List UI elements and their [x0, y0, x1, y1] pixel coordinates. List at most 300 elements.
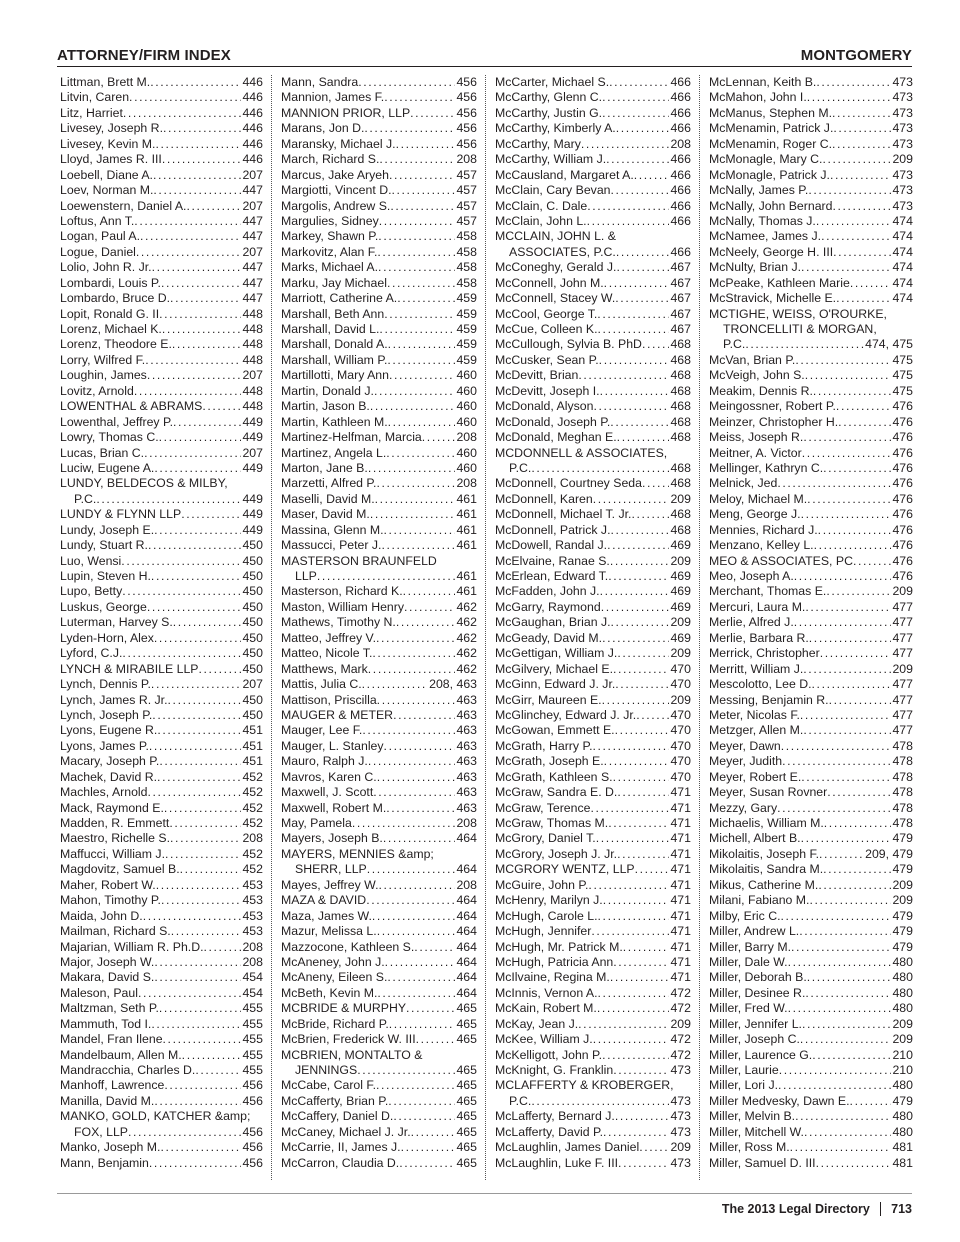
entry-page: 467 — [670, 306, 691, 321]
entry-name: Loev, Norman M. — [60, 183, 154, 198]
index-entry — [709, 322, 913, 337]
entry-page: 467 — [670, 275, 691, 290]
index-entry — [281, 337, 477, 352]
index-entry — [495, 399, 691, 414]
entry-name: Mazzocone, Kathleen S. — [281, 939, 415, 954]
dot-leader — [782, 754, 891, 769]
dot-leader — [422, 430, 456, 445]
entry-name: Littman, Brett M. — [60, 75, 151, 89]
dot-leader — [387, 353, 455, 368]
index-entry — [495, 1063, 691, 1078]
index-entry — [709, 137, 913, 152]
entry-name: Major, Joseph W. — [60, 954, 155, 969]
dot-leader — [617, 430, 670, 445]
entry-page — [690, 1078, 691, 1093]
entry-page: 469 — [670, 599, 691, 614]
index-entry — [495, 1156, 691, 1171]
entry-page: 460 — [456, 460, 477, 475]
index-entry — [495, 970, 691, 985]
entry-name: McClain, C. Dale — [495, 198, 588, 213]
index-entry — [709, 708, 913, 723]
entry-page: 455 — [242, 1032, 263, 1047]
index-entry — [709, 816, 913, 831]
entry-page: 468 — [670, 399, 691, 414]
entry-page: 478 — [892, 738, 913, 753]
index-column-3 — [485, 75, 699, 1180]
entry-name: Luciw, Eugene A. — [60, 460, 155, 475]
index-entry — [60, 955, 263, 970]
dot-leader — [808, 183, 891, 198]
entry-name: Marriott, Catherine A. — [281, 291, 398, 306]
dot-leader — [154, 970, 241, 985]
page-header — [57, 40, 912, 64]
entry-page: 209 — [670, 1140, 691, 1155]
entry-name: Miller, Ross M. — [709, 1140, 790, 1155]
entry-page: 460 — [456, 368, 477, 383]
entry-name: McElvaine, Ranae S. — [495, 553, 610, 568]
index-entry — [60, 1094, 263, 1109]
entry-page: 449 — [242, 507, 263, 522]
dot-leader — [833, 245, 891, 260]
index-entry — [281, 723, 477, 738]
index-entry — [281, 492, 477, 507]
index-entry — [495, 986, 691, 1001]
entry-page: 446 — [242, 105, 263, 120]
index-entry — [281, 631, 477, 646]
dot-leader — [370, 507, 456, 522]
dot-leader — [390, 199, 455, 214]
entry-page: 468 — [670, 476, 691, 491]
entry-page: 461 — [456, 522, 477, 537]
entry-name: McGarry, Raymond — [495, 599, 601, 614]
entry-page: 479 — [892, 831, 913, 846]
entry-name: MCTIGHE, WEISS, O'ROURKE, — [709, 306, 887, 321]
index-entry — [60, 307, 263, 322]
entry-name: McGraw, Thomas M. — [495, 816, 609, 830]
dot-leader — [807, 90, 892, 105]
entry-name: McAneny, Eileen S. — [281, 970, 388, 985]
entry-page: 468 — [670, 460, 691, 475]
dot-leader — [812, 677, 892, 692]
index-entry — [60, 399, 263, 414]
index-entry — [495, 569, 691, 584]
entry-page: 480 — [892, 970, 913, 985]
index-entry — [495, 1078, 691, 1093]
dot-leader — [617, 847, 669, 862]
entry-name: Miller, Joseph C. — [709, 1032, 800, 1047]
entry-page: 464 — [456, 862, 477, 877]
entry-name: Merritt, William J. — [709, 661, 804, 676]
dot-leader — [373, 785, 455, 800]
dot-leader — [745, 337, 864, 352]
entry-page: 474 — [892, 229, 913, 244]
entry-name: McConeghy, Gerald J. — [495, 260, 617, 275]
entry-name: McDonnell, Patrick J. — [495, 522, 611, 537]
entry-page: 450 — [242, 584, 263, 599]
entry-page: 467 — [670, 322, 691, 336]
index-entry — [60, 615, 263, 630]
entry-page: 476 — [892, 476, 913, 491]
dot-leader — [799, 924, 891, 939]
entry-page: 453 — [242, 924, 263, 939]
entry-name: McCarrie, II, James J. — [281, 1140, 401, 1155]
dot-leader — [368, 662, 456, 677]
dot-leader — [598, 322, 670, 337]
index-entry — [495, 1001, 691, 1016]
dot-leader — [317, 569, 456, 584]
index-entry — [495, 816, 691, 831]
entry-name: McGrory, Daniel T. — [495, 831, 596, 846]
dot-leader — [819, 847, 864, 862]
index-entry — [281, 584, 477, 599]
entry-page — [912, 307, 913, 322]
dot-leader — [800, 1032, 892, 1047]
dot-leader — [161, 893, 242, 908]
dot-leader — [805, 368, 892, 383]
dot-leader — [163, 1032, 242, 1047]
entry-name: McCullough, Sylvia B. PhD — [495, 337, 642, 352]
dot-leader — [593, 739, 670, 754]
index-entry — [709, 523, 913, 538]
dot-leader — [816, 75, 891, 90]
entry-page: 458 — [456, 244, 477, 259]
index-entry — [709, 1156, 913, 1171]
index-entry — [60, 739, 263, 754]
entry-page: 450 — [242, 599, 263, 614]
dot-leader — [588, 878, 669, 893]
entry-name: Miller, Melvin B. — [709, 1109, 796, 1124]
index-entry — [709, 646, 913, 661]
entry-page: 452 — [242, 769, 263, 784]
entry-page: 456 — [456, 75, 477, 89]
index-entry — [495, 214, 691, 229]
entry-page: 477 — [892, 646, 913, 661]
entry-name: Meiss, Joseph R. — [709, 430, 804, 445]
entry-name: MAUGER & METER — [281, 707, 394, 722]
index-entry — [281, 693, 477, 708]
index-entry — [281, 75, 477, 90]
index-entry — [60, 801, 263, 816]
dot-leader — [392, 183, 456, 198]
entry-page: 449 — [242, 491, 263, 506]
entry-page: 447 — [242, 183, 263, 198]
dot-leader — [168, 693, 242, 708]
entry-name: Mayes, Jeffrey W. — [281, 877, 379, 892]
dot-leader — [790, 1140, 892, 1155]
dot-leader — [134, 384, 242, 399]
entry-page: 208 — [242, 939, 263, 954]
entry-page: 465 — [456, 1032, 477, 1047]
entry-name: McConnell, Stacey W. — [495, 291, 616, 306]
index-entry — [281, 415, 477, 430]
entry-page: 450 — [242, 661, 263, 676]
index-entry — [495, 353, 691, 368]
entry-name: Marshall, Beth Ann — [281, 306, 385, 321]
entry-name: Magdovitz, Samuel B. — [60, 862, 180, 877]
index-entry — [495, 430, 691, 445]
dot-leader — [96, 492, 241, 507]
index-entry — [281, 646, 477, 661]
entry-name: McHugh, Patricia Ann — [495, 954, 614, 969]
dot-leader — [370, 399, 456, 414]
dot-leader — [377, 924, 456, 939]
index-entry — [495, 924, 691, 939]
entry-name: Lombardo, Bruce D. — [60, 291, 171, 306]
index-entry — [495, 677, 691, 692]
dot-leader — [832, 106, 891, 121]
dot-leader — [805, 986, 891, 1001]
dot-leader — [147, 600, 242, 615]
dot-leader — [388, 1094, 455, 1109]
dot-leader — [613, 1063, 669, 1078]
entry-name: Marans, Jon D. — [281, 121, 365, 136]
entry-page: 471 — [670, 785, 691, 800]
dot-leader — [170, 831, 241, 846]
index-entry — [709, 569, 913, 584]
entry-name: Maxwell, J. Scott — [281, 785, 374, 800]
entry-page: 461 — [456, 491, 477, 506]
dot-leader — [613, 955, 669, 970]
index-entry — [60, 584, 263, 599]
entry-name: Mercuri, Laura M. — [709, 599, 806, 614]
dot-leader — [823, 461, 891, 476]
dot-leader — [853, 554, 892, 569]
dot-leader — [642, 476, 670, 491]
dot-leader — [609, 75, 669, 90]
entry-name: Litz, Harriet — [60, 105, 123, 120]
dot-leader — [173, 615, 242, 630]
entry-name: Litvin, Caren — [60, 90, 130, 105]
entry-page: 476 — [892, 507, 913, 522]
entry-page: 463 — [456, 738, 477, 753]
entry-name: Milby, Eric C. — [709, 908, 781, 923]
dot-leader — [838, 415, 891, 430]
index-entry — [281, 199, 477, 214]
entry-name: Lolio, John R. Jr. — [60, 260, 152, 275]
index-entry — [60, 1109, 263, 1124]
index-entry — [495, 646, 691, 661]
entry-name: McCaney, Michael J. Jr. — [281, 1124, 411, 1139]
dot-leader — [777, 476, 891, 491]
dot-leader — [531, 1094, 669, 1109]
index-entry — [60, 785, 263, 800]
entry-name: McCarron, Claudia D. — [281, 1155, 400, 1170]
dot-leader — [821, 229, 891, 244]
entry-name: McBrien, Frederick W. III — [281, 1032, 416, 1047]
entry-name: Mellinger, Kathryn C. — [709, 460, 824, 475]
index-entry — [709, 1048, 913, 1063]
entry-name: McGeady, David M. — [495, 630, 603, 645]
index-entry — [60, 384, 263, 399]
dot-leader — [618, 1156, 669, 1171]
entry-name: Machek, David R. — [60, 769, 158, 784]
entry-name: Marzetti, Alfred P. — [281, 476, 377, 491]
entry-page: 459 — [456, 337, 477, 352]
entry-name: Maher, Robert W. — [60, 877, 156, 892]
index-entry — [281, 1125, 477, 1140]
entry-name: McMonagle, Patrick J. — [709, 167, 830, 182]
dot-leader — [162, 152, 242, 167]
index-entry — [60, 368, 263, 383]
entry-name: McCarthy, William J. — [495, 152, 607, 167]
index-entry — [60, 646, 263, 661]
entry-name: Majarian, William R. Ph.D. — [60, 939, 204, 954]
entry-page: 460 — [456, 399, 477, 414]
entry-name: Meng, George J. — [709, 507, 801, 522]
entry-page: 449 — [242, 522, 263, 537]
index-entry — [281, 847, 477, 862]
dot-leader — [381, 538, 455, 553]
index-entry — [60, 986, 263, 1001]
index-entry — [60, 569, 263, 584]
index-column-2 — [271, 75, 485, 1180]
entry-name: Meakim, Dennis R. — [709, 383, 813, 398]
page-number: 713 — [891, 1202, 912, 1216]
entry-name: Maestro, Richelle S. — [60, 831, 171, 846]
entry-page: 478 — [892, 800, 913, 815]
entry-page: 466 — [670, 105, 691, 120]
entry-page: 457 — [456, 167, 477, 182]
dot-leader — [639, 1140, 669, 1155]
entry-name: McCool, George T. — [495, 306, 598, 321]
entry-page: 458 — [456, 275, 477, 290]
entry-page: 465 — [456, 1155, 477, 1170]
entry-name: Messing, Benjamin R. — [709, 692, 829, 707]
dot-leader — [788, 1001, 892, 1016]
entry-page: 467 — [670, 291, 691, 306]
index-entry — [709, 106, 913, 121]
entry-name: Martinez-Helfman, Marcia — [281, 430, 422, 445]
entry-page: 450 — [242, 707, 263, 722]
index-entry — [495, 415, 691, 430]
dot-leader — [388, 415, 456, 430]
index-entry — [281, 430, 477, 445]
entry-name: Miller, Fred W. — [709, 1001, 788, 1016]
index-entry — [281, 831, 477, 846]
dot-leader — [604, 276, 670, 291]
dot-leader — [378, 260, 455, 275]
entry-name: Lynch, Dennis P. — [60, 677, 151, 692]
index-entry — [60, 291, 263, 306]
entry-page: 208 — [242, 831, 263, 846]
dot-leader — [143, 909, 242, 924]
index-entry — [709, 940, 913, 955]
dot-leader — [152, 260, 242, 275]
entry-page: 471 — [670, 954, 691, 969]
entry-name: Martin, Donald J. — [281, 383, 374, 398]
dot-leader — [406, 1001, 455, 1016]
entry-page: 465 — [456, 1016, 477, 1031]
index-entry — [709, 770, 913, 785]
entry-page: 471 — [670, 924, 691, 939]
index-entry — [709, 492, 913, 507]
entry-name: McGuire, John P. — [495, 877, 589, 892]
entry-page — [262, 1109, 263, 1124]
index-entry — [495, 90, 691, 105]
index-entry — [281, 307, 477, 322]
entry-name: McKelligott, John P. — [495, 1047, 603, 1062]
entry-page: 457 — [456, 213, 477, 228]
dot-leader — [411, 1125, 456, 1140]
entry-name: Macary, Joseph P. — [60, 754, 160, 769]
dot-leader — [154, 1094, 241, 1109]
dot-leader — [823, 862, 891, 877]
dot-leader — [171, 924, 242, 939]
entry-name: Mann, Sandra — [281, 75, 359, 89]
entry-page: 464 — [456, 970, 477, 985]
index-entry — [60, 1017, 263, 1032]
entry-name: Lowry, Thomas C. — [60, 430, 159, 445]
entry-name: Meitner, A. Victor — [709, 445, 802, 460]
entry-page: 480 — [892, 985, 913, 1000]
entry-name: McErlean, Edward T. — [495, 569, 609, 583]
index-entry — [60, 862, 263, 877]
dot-leader — [802, 1017, 892, 1032]
dot-leader — [164, 801, 242, 816]
dot-leader — [600, 584, 670, 599]
entry-name: Lorry, Wilfred F. — [60, 352, 146, 367]
entry-name: McCausland, Margaret A. — [495, 167, 634, 182]
entry-page: 209 — [670, 553, 691, 568]
entry-name: Mandracchia, Charles D. — [60, 1063, 196, 1077]
index-entry — [709, 229, 913, 244]
entry-page: 468 — [670, 383, 691, 398]
index-entry — [495, 291, 691, 306]
entry-name: Maser, David M. — [281, 507, 370, 522]
entry-page: 446 — [242, 75, 263, 89]
dot-leader — [613, 662, 669, 677]
dot-leader — [809, 631, 892, 646]
dot-leader — [610, 415, 669, 430]
entry-name: McPeake, Kathleen Marie — [709, 275, 850, 290]
dot-leader — [608, 569, 669, 584]
index-entry — [495, 708, 691, 723]
entry-page: 448 — [242, 306, 263, 321]
dot-leader — [377, 693, 456, 708]
entry-name: McHenry, Marilyn J. — [495, 893, 603, 908]
entry-page: 471 — [670, 970, 691, 985]
entry-name: FOX, LLP — [74, 1124, 128, 1139]
entry-page: 471 — [670, 800, 691, 815]
entry-name: P.C. — [74, 491, 97, 506]
index-entry — [60, 554, 263, 569]
entry-page: 209 — [670, 615, 691, 630]
index-entry — [281, 384, 477, 399]
entry-name: Maransky, Michael J. — [281, 136, 396, 151]
entry-page: 460 — [456, 383, 477, 398]
index-entry — [281, 754, 477, 769]
entry-page: 447 — [242, 291, 263, 306]
dot-leader — [642, 337, 670, 352]
dot-leader — [602, 90, 669, 105]
entry-name: McLaughlin, James Daniel — [495, 1140, 640, 1155]
index-entry — [281, 152, 477, 167]
entry-page: 462 — [456, 630, 477, 645]
index-entry — [60, 754, 263, 769]
entry-name: McLaughlin, Luke F. III — [495, 1155, 619, 1170]
dot-leader — [850, 276, 892, 291]
entry-name: McCaffery, Daniel D. — [281, 1109, 394, 1124]
dot-leader — [150, 75, 241, 90]
entry-page: 452 — [242, 862, 263, 877]
dot-leader — [173, 415, 241, 430]
dot-leader — [836, 291, 891, 306]
entry-page: 469 — [670, 584, 691, 599]
entry-page: 477 — [892, 692, 913, 707]
index-entry — [281, 986, 477, 1001]
index-entry — [709, 507, 913, 522]
entry-page: 464 — [456, 939, 477, 954]
